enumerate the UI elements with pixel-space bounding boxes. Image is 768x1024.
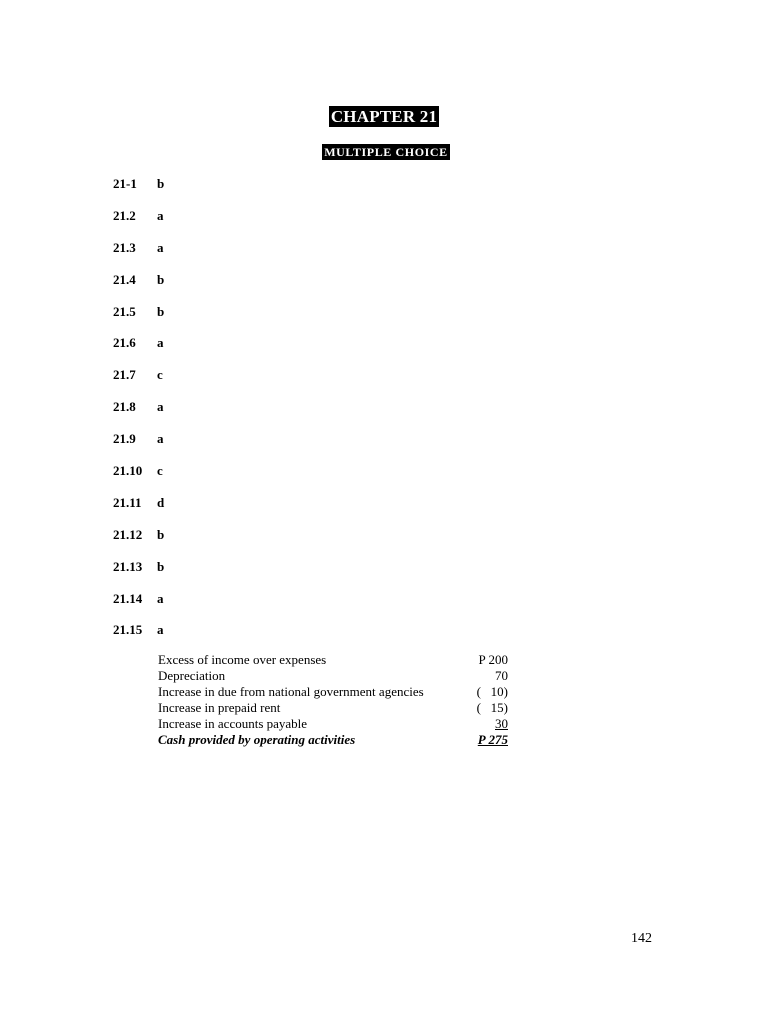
computation-amount: ( 15) [476,700,508,715]
question-number: 21.12 [113,526,143,542]
answer-letter: a [157,239,164,255]
question-number: 21.5 [113,303,136,319]
computation-label: Increase in due from national government agencies [158,684,424,699]
answer-letter: a [157,622,164,638]
question-number: 21.11 [113,494,142,510]
answer-letter: b [157,558,165,574]
answer-letter: c [157,367,163,383]
answer-row [113,367,177,399]
computation-label: Depreciation [158,668,226,683]
question-number: 21.14 [113,590,143,606]
computation-total-row [158,732,518,748]
answer-letter: a [157,431,164,447]
question-number: 21.13 [113,558,143,574]
section-title [0,143,768,161]
question-number: 21.4 [113,271,136,287]
answer-letter: a [157,207,164,223]
answer-row [113,335,177,367]
answer-letter: b [157,526,165,542]
answer-row [113,591,177,623]
question-number: 21.3 [113,239,136,255]
computation-row [158,716,518,732]
answer-letter: c [157,463,163,479]
question-number: 21.6 [113,335,136,351]
answer-row [113,304,177,336]
answer-letter: a [157,399,164,415]
answer-row [113,527,177,559]
answer-row [113,240,177,272]
answer-letter: a [157,335,164,351]
answer-row [113,495,177,527]
answer-row [113,208,177,240]
computation-amount: 30 [495,716,508,731]
computation-label: Excess of income over expenses [158,652,327,667]
answer-row [113,176,177,208]
question-number: 21.9 [113,431,136,447]
answer-letter: b [157,303,165,319]
cash-flow-computation [158,652,518,748]
chapter-title [0,107,768,127]
answer-row [113,431,177,463]
computation-label: Increase in accounts payable [158,716,308,731]
computation-row [158,652,518,668]
computation-total-label: Cash provided by operating activities [158,732,356,747]
answer-row [113,559,177,591]
question-number: 21-1 [113,176,137,191]
page-number: 142 [631,931,652,946]
question-number: 21.2 [113,207,136,223]
question-number: 21.8 [113,399,136,415]
question-number: 21.7 [113,367,136,383]
question-number: 21.10 [113,463,143,479]
answer-row [113,272,177,304]
answer-letter: d [157,494,165,510]
answer-letter: a [157,590,164,606]
computation-total-amount: P 275 [477,732,508,747]
computation-row [158,700,518,716]
computation-amount: P 200 [478,652,508,667]
chapter-title-text: CHAPTER 21 [330,107,438,126]
computation-amount: 70 [495,668,508,683]
computation-amount: ( 10) [476,684,508,699]
answer-row [113,463,177,495]
computation-label: Increase in prepaid rent [158,700,281,715]
computation-row [158,668,518,684]
computation-row [158,684,518,700]
answer-row [113,622,177,654]
answer-row [113,399,177,431]
question-number: 21.15 [113,622,143,638]
answer-letter: b [157,176,165,191]
section-title-text: MULTIPLE CHOICE [324,145,448,159]
answer-letter: b [157,271,165,287]
answer-list [113,176,177,654]
